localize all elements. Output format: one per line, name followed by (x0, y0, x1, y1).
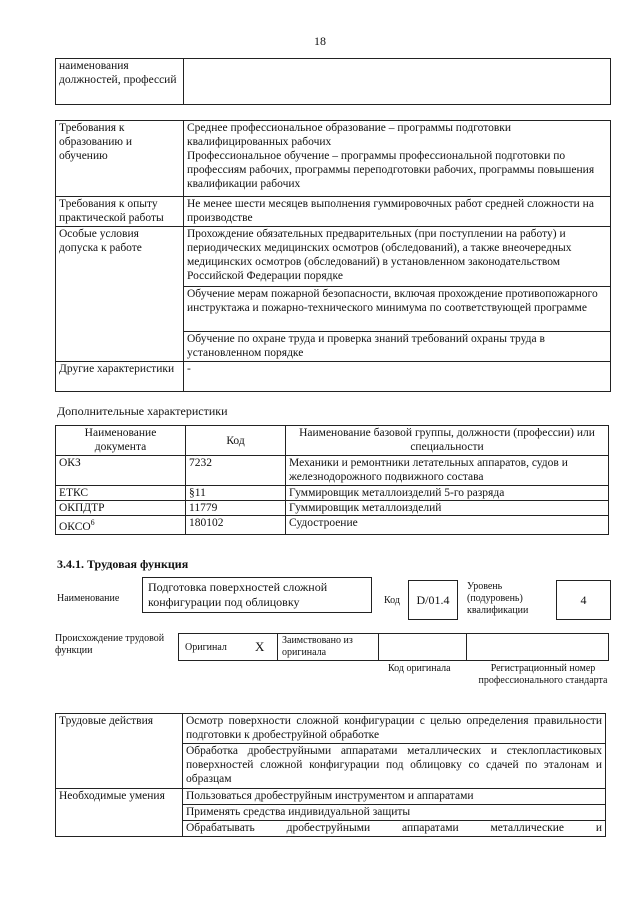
skill-item: Применять средства индивидуальной защиты (183, 805, 606, 821)
level-label: Уровень (подуровень) квалификации (467, 581, 529, 616)
doc-cell: ОКЗ (56, 456, 186, 486)
level-box: 4 (556, 580, 611, 620)
header-code: Код (186, 426, 286, 456)
other-label: Другие характеристики (56, 362, 184, 392)
code-cell: §11 (186, 486, 286, 501)
skill-item: Пользоваться дробеструйным инструментом и аппаратами (183, 789, 606, 805)
doc-text: ОКСО (59, 520, 91, 533)
education-line: Профессиональное обучение – программы профессиональной подготовки по профессиям рабочих, программы переподготовки рабочих, программы повышения квалификации рабочих (187, 150, 595, 190)
origin-divider (277, 633, 278, 661)
table-row (56, 486, 609, 501)
origin-code-label: Код оригинала (388, 663, 451, 674)
page-number: 18 (314, 34, 326, 48)
origin-box (178, 633, 609, 661)
section-title: 3.4.1. Трудовая функция (57, 557, 189, 571)
experience-value: Не менее шести месяцев выполнения гуммировочных работ средней сложности на производстве (184, 197, 611, 227)
action-item: Обработка дробеструйными аппаратами металлических и стеклопластиковых поверхностей сложной конфигурации под облицовку со сдачей по эталонам и образцам (183, 744, 606, 789)
borrowed-label: Заимствовано из оригинала (282, 635, 353, 658)
original-label: Оригинал (185, 642, 227, 653)
code-label: Код (384, 595, 400, 606)
admission-item: Обучение мерам пожарной безопасности, включая прохождение противопожарного инструктажа и пожарно-технического минимума по соответствующей программе (184, 287, 611, 332)
table-row (56, 516, 609, 535)
doc-cell: ЕТКС (56, 486, 186, 501)
additional-title: Дополнительные характеристики (57, 404, 228, 418)
action-item: Осмотр поверхности сложной конфигурации с целью определения правильности подготовки к дробеструйной обработке (183, 714, 606, 744)
positions-value (184, 59, 611, 105)
header-name: Наименование базовой группы, должности (профессии) или специальности (286, 426, 609, 456)
positions-label: наименования должностей, профессий (56, 59, 184, 105)
table-row (56, 456, 609, 486)
name-cell: Гуммировщик металлоизделий 5-го разряда (286, 486, 609, 501)
name-cell: Механики и ремонтники летательных аппаратов, судов и железнодорожного подвижного состава (286, 456, 609, 486)
origin-label: Происхождение трудовой функции (55, 633, 165, 656)
code-cell: 7232 (186, 456, 286, 486)
footnote-mark: 6 (90, 518, 95, 527)
additional-table (55, 425, 609, 535)
requirements-table (55, 120, 611, 392)
doc-cell (56, 516, 186, 535)
admission-item: Обучение по охране труда и проверка знаний требований охраны труда в установленном порядке (184, 332, 611, 362)
origin-divider (378, 633, 379, 661)
top-table (55, 58, 611, 105)
education-value (184, 121, 611, 197)
header-document: Наименование документа (56, 426, 186, 456)
doc-cell: ОКПДТР (56, 501, 186, 516)
origin-divider (466, 633, 467, 661)
skills-label: Необходимые умения (56, 789, 183, 837)
code-cell: 180102 (186, 516, 286, 535)
function-code-box: D/01.4 (408, 580, 458, 620)
name-cell: Гуммировщик металлоизделий (286, 501, 609, 516)
name-cell: Судостроение (286, 516, 609, 535)
actions-table (55, 713, 606, 837)
other-value: - (184, 362, 611, 392)
reg-number-label: Регистрационный номер профессионального стандарта (478, 663, 608, 686)
function-name-box: Подготовка поверхностей сложной конфигурации под облицовку (142, 577, 372, 613)
skill-item: Обрабатывать дробеструйными аппаратами металлические и (183, 821, 606, 837)
code-cell: 11779 (186, 501, 286, 516)
admission-item: Прохождение обязательных предварительных (при поступлении на работу) и периодических медицинских осмотров (обследований), а также внеочередных медицинских осмотров (обследований) в установленном законодательством Российской Федерации порядке (184, 227, 611, 287)
education-line: Среднее профессиональное образование – программы подготовки квалифицированных рабочих (187, 122, 512, 148)
experience-label: Требования к опыту практической работы (56, 197, 184, 227)
admission-label: Особые условия допуска к работе (56, 227, 184, 362)
table-row (56, 501, 609, 516)
name-label: Наименование (57, 593, 120, 604)
actions-label: Трудовые действия (56, 714, 183, 789)
education-label: Требования к образованию и обучению (56, 121, 184, 197)
original-mark: X (255, 639, 265, 654)
